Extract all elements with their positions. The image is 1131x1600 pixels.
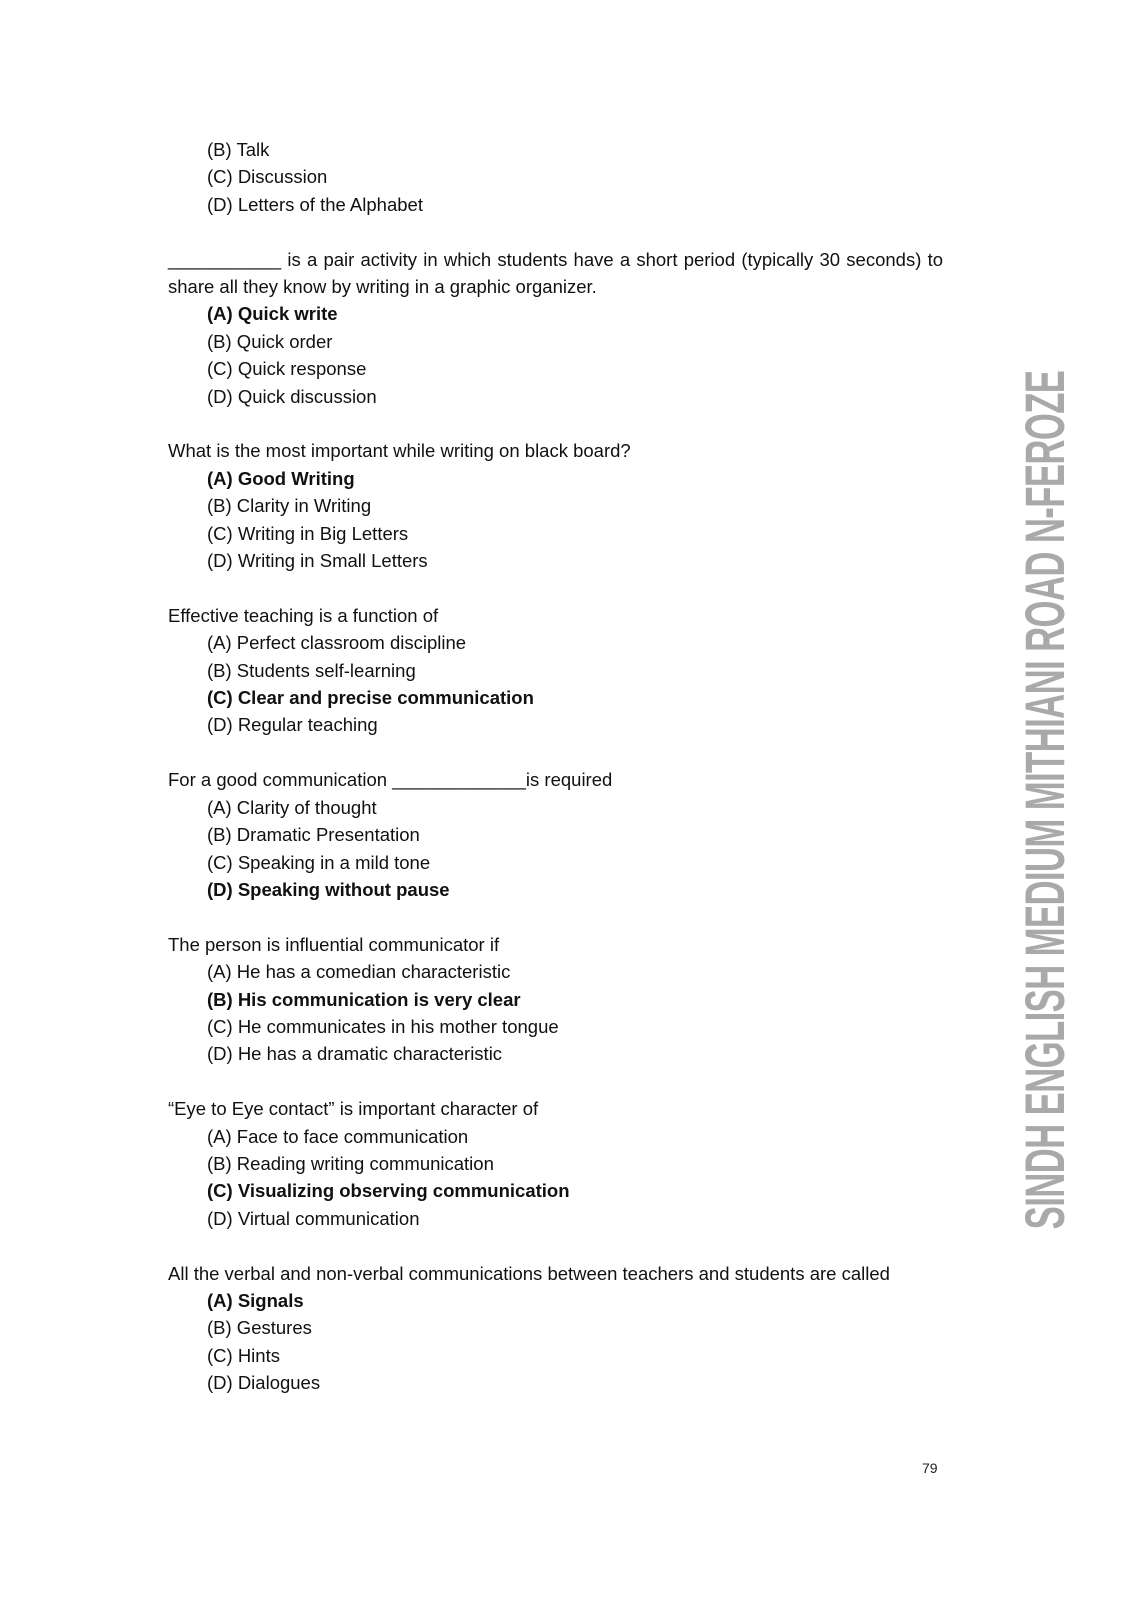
question-text: For a good communication _____________is required <box>168 769 613 791</box>
question-block <box>168 1095 943 1232</box>
question-block <box>168 602 943 739</box>
answer-option: (C) Quick response <box>207 358 367 380</box>
question-text: ___________ is a pair activity in which students have a short period (typically 30 seconds) to share all they know by writing in a graphic organizer. <box>168 248 943 298</box>
question-block <box>168 136 943 218</box>
answer-option: (C) Discussion <box>207 166 328 188</box>
answer-option: (D) Regular teaching <box>207 714 378 736</box>
answer-option: (B) Gestures <box>207 1317 312 1339</box>
question-block <box>168 246 943 410</box>
answer-option: (A) Perfect classroom discipline <box>207 632 467 654</box>
answer-option: (D) He has a dramatic characteristic <box>207 1043 503 1065</box>
answer-option: (A) He has a comedian characteristic <box>207 961 511 983</box>
question-text: Effective teaching is a function of <box>168 604 439 626</box>
answer-option: (B) Reading writing communication <box>207 1152 494 1174</box>
correct-answer-option: (A) Quick write <box>207 303 338 325</box>
question-text: “Eye to Eye contact” is important character of <box>168 1098 539 1120</box>
answer-option: (B) Dramatic Presentation <box>207 824 420 846</box>
answer-option: (D) Writing in Small Letters <box>207 550 428 572</box>
answer-option: (B) Talk <box>207 139 270 160</box>
answer-option: (A) Face to face communication <box>207 1125 469 1147</box>
question-text: What is the most important while writing on black board? <box>168 440 631 462</box>
page-number: 79 <box>922 1460 938 1476</box>
question-block <box>168 931 943 1068</box>
answer-option: (B) Students self-learning <box>207 659 416 681</box>
answer-option: (C) He communicates in his mother tongue <box>207 1015 559 1037</box>
question-block <box>168 437 943 574</box>
correct-answer-option: (D) Speaking without pause <box>207 878 450 900</box>
answer-option: (C) Writing in Big Letters <box>207 522 409 544</box>
correct-answer-option: (A) Signals <box>207 1289 304 1311</box>
answer-option: (A) Clarity of thought <box>207 796 377 818</box>
answer-option: (D) Virtual communication <box>207 1207 420 1229</box>
answer-option: (B) Clarity in Writing <box>207 495 372 517</box>
correct-answer-option: (B) His communication is very clear <box>207 988 521 1010</box>
answer-option: (D) Dialogues <box>207 1372 321 1394</box>
answer-option: (C) Hints <box>207 1344 280 1366</box>
correct-answer-option: (C) Visualizing observing communication <box>207 1180 570 1202</box>
correct-answer-option: (C) Clear and precise communication <box>207 687 534 709</box>
answer-option: (D) Quick discussion <box>207 385 377 407</box>
question-text: The person is influential communicator if <box>168 933 500 955</box>
question-list <box>168 136 943 1424</box>
question-text: All the verbal and non-verbal communications between teachers and students are called <box>168 1262 890 1284</box>
answer-option: (C) Speaking in a mild tone <box>207 851 431 873</box>
question-block <box>168 1260 943 1397</box>
question-block <box>168 766 943 903</box>
answer-option: (D) Letters of the Alphabet <box>207 193 423 215</box>
answer-option: (B) Quick order <box>207 330 333 352</box>
correct-answer-option: (A) Good Writing <box>207 467 355 489</box>
watermark: SINDH ENGLISH MEDIUM MITHIANI ROAD N-FEROZE <box>1013 370 1076 1230</box>
